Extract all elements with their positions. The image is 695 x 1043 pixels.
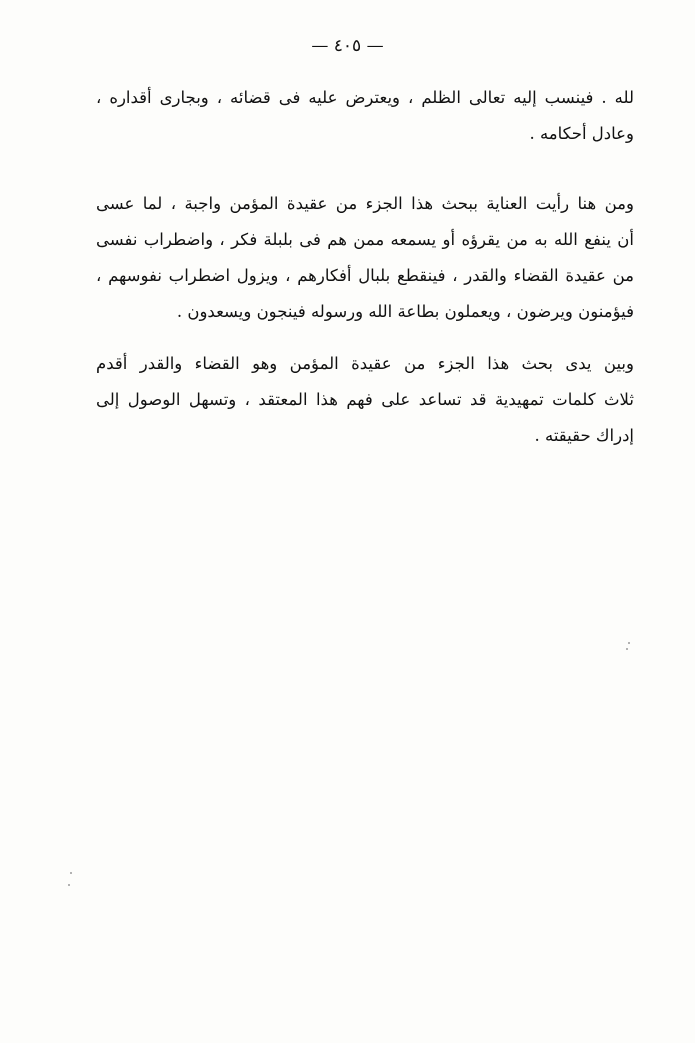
paragraph-line: ثلاث كلمات تمهيدية قد تساعد على فهم هذا المعتقد ، وتسهل الوصول إلى [96,390,634,409]
paper-speck [68,884,70,886]
paragraph-line: إدراك حقيقته . [534,426,634,445]
page-number: — ٤٠٥ — [311,36,384,56]
paragraph-line: فيؤمنون ويرضون ، ويعملون بطاعة الله ورسوله فينجون ويسعدون . [176,302,634,321]
paper-speck [70,872,72,874]
paragraph-line: أن ينفع الله به من يقرؤه أو يسمعه ممن هم فى بلبلة فكر ، واضطراب نفسى [96,230,634,249]
paragraph-line: ومن هنا رأيت العناية ببحث هذا الجزء من عقيدة المؤمن واجبة ، لما عسى [96,194,634,213]
paragraph-2 [96,186,634,330]
paper-speck [626,648,628,650]
paragraph-line: لله . فينسب إليه تعالى الظلم ، ويعترض عليه فى قضائه ، وبجارى أقداره ، [96,88,634,107]
paragraph-line: من عقيدة القضاء والقدر ، فينقطع بلبال أفكارهم ، ويزول اضطراب نفوسهم ، [96,266,634,285]
paragraph-3 [96,346,634,454]
paragraph-line: وبين يدى بحث هذا الجزء من عقيدة المؤمن وهو القضاء والقدر أقدم [96,354,634,373]
paragraph-1 [96,80,634,152]
paper-speck [628,642,630,644]
paragraph-line: وعادل أحكامه . [529,124,634,143]
